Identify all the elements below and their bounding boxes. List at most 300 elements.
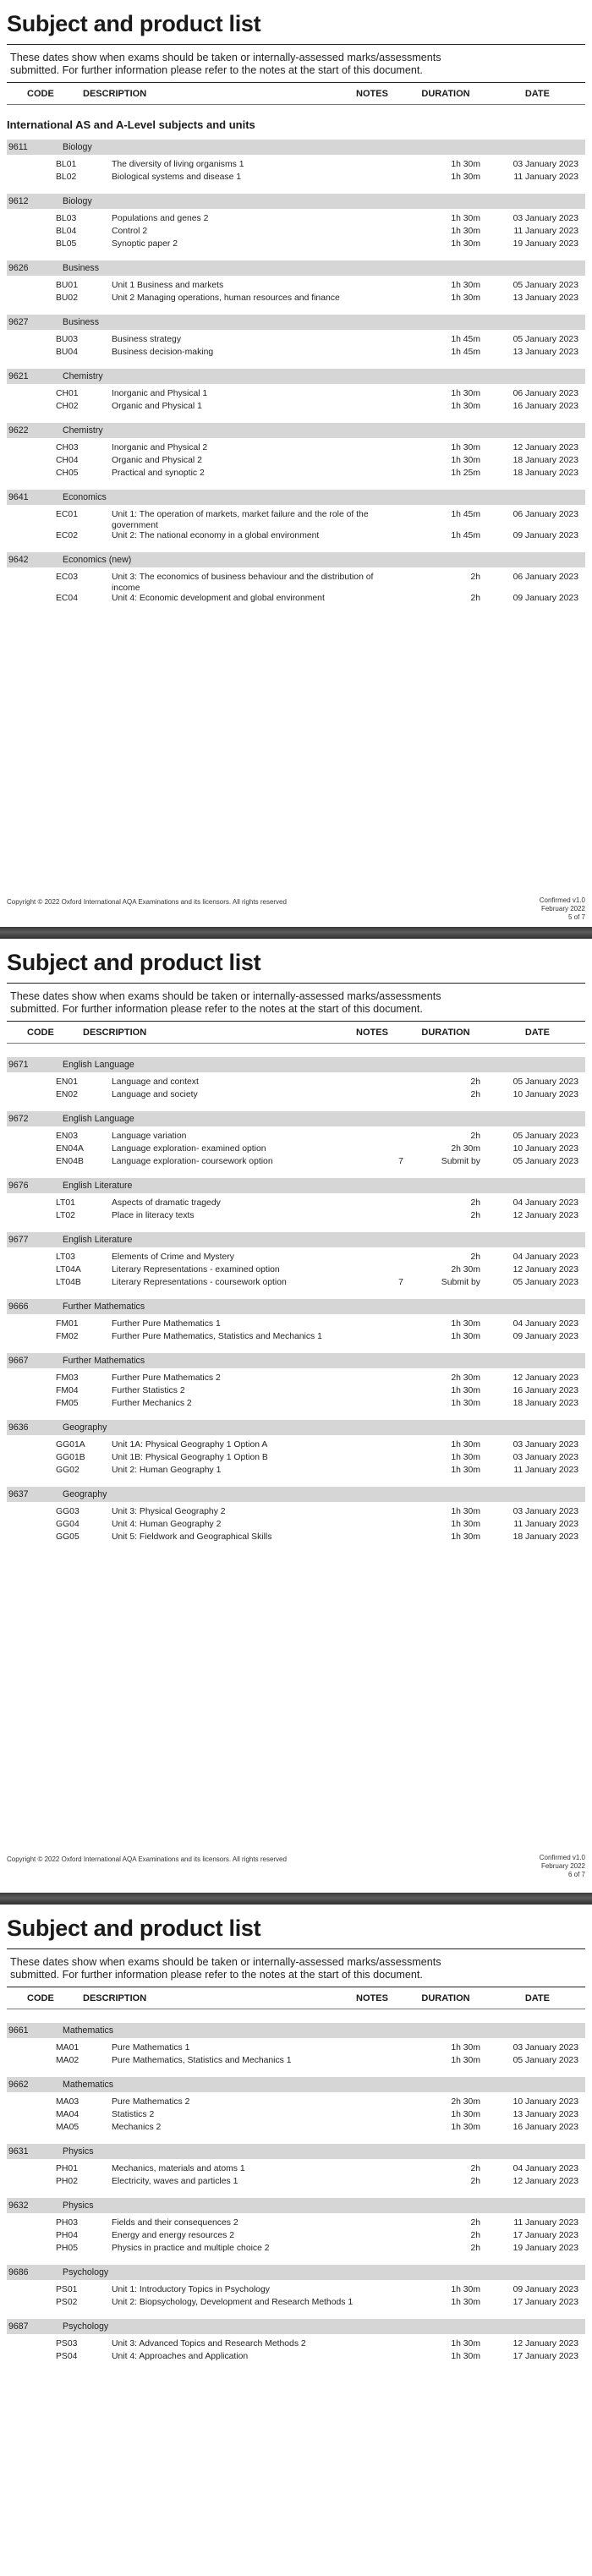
unit-description: Control 2 bbox=[112, 227, 148, 236]
unit-description: The diversity of living organisms 1 bbox=[112, 160, 244, 169]
subject-name: Further Mathematics bbox=[63, 1356, 145, 1366]
subject-name: Economics (new) bbox=[63, 555, 132, 565]
unit-code: BL04 bbox=[56, 227, 77, 236]
table-row bbox=[7, 389, 585, 402]
unit-description: Synoptic paper 2 bbox=[112, 239, 178, 249]
unit-notes: 7 bbox=[398, 1278, 403, 1287]
unit-code: BL05 bbox=[56, 239, 77, 249]
unit-date: 18 January 2023 bbox=[513, 1399, 578, 1408]
unit-date: 18 January 2023 bbox=[513, 1532, 578, 1542]
unit-description: Organic and Physical 1 bbox=[112, 402, 202, 411]
unit-description: Mechanics, materials and atoms 1 bbox=[112, 2164, 245, 2173]
unit-date: 13 January 2023 bbox=[513, 348, 578, 357]
unit-duration: 1h 30m bbox=[451, 1520, 480, 1529]
unit-date: 12 January 2023 bbox=[513, 1211, 578, 1220]
table-row bbox=[7, 1532, 585, 1545]
unit-date: 03 January 2023 bbox=[513, 160, 578, 169]
unit-date: 03 January 2023 bbox=[513, 1453, 578, 1462]
unit-duration: 1h 30m bbox=[451, 456, 480, 465]
unit-code: BU03 bbox=[56, 335, 78, 344]
table-row bbox=[7, 456, 585, 469]
unit-code: EN02 bbox=[56, 1090, 78, 1099]
subject-units bbox=[7, 330, 585, 365]
subject-code: 9637 bbox=[8, 1489, 29, 1499]
unit-duration: 1h 30m bbox=[451, 443, 480, 452]
unit-code: EC03 bbox=[56, 573, 78, 582]
subject-units bbox=[7, 2092, 585, 2140]
unit-date: 16 January 2023 bbox=[513, 402, 578, 411]
unit-date: 17 January 2023 bbox=[513, 2352, 578, 2361]
table-row bbox=[7, 1520, 585, 1532]
unit-duration: Submit by bbox=[441, 1278, 480, 1287]
unit-date: 12 January 2023 bbox=[513, 2339, 578, 2349]
table-row bbox=[7, 2110, 585, 2123]
unit-description: Populations and genes 2 bbox=[112, 214, 209, 223]
unit-duration: 1h 45m bbox=[451, 510, 480, 519]
unit-duration: 1h 30m bbox=[451, 293, 480, 303]
subject-code: 9662 bbox=[8, 2080, 29, 2090]
page-number: 5 of 7 bbox=[567, 913, 585, 921]
unit-duration: 2h 30m bbox=[451, 1144, 480, 1154]
unit-code: GG03 bbox=[56, 1507, 79, 1516]
column-header-date: DATE bbox=[524, 1027, 550, 1038]
page-1 bbox=[0, 0, 592, 927]
unit-date: 04 January 2023 bbox=[513, 2164, 578, 2173]
table-row bbox=[7, 1144, 585, 1157]
unit-duration: Submit by bbox=[441, 1157, 480, 1166]
unit-duration: 1h 45m bbox=[451, 531, 480, 540]
subject-code: 9636 bbox=[8, 1422, 29, 1433]
section-title: International AS and A-Level subjects and units bbox=[7, 118, 255, 131]
unit-duration: 2h bbox=[470, 1132, 480, 1141]
unit-description: Language exploration- coursework option bbox=[112, 1157, 273, 1166]
table-row bbox=[7, 1373, 585, 1386]
subject-name: Biology bbox=[63, 142, 92, 152]
subject-units bbox=[7, 1435, 585, 1483]
intro-text bbox=[7, 984, 585, 1021]
unit-date: 12 January 2023 bbox=[513, 1373, 578, 1383]
unit-duration: 1h 30m bbox=[451, 160, 480, 169]
subject-code: 9686 bbox=[8, 2267, 29, 2277]
subject-group-header bbox=[7, 423, 585, 438]
unit-description: Further Mechanics 2 bbox=[112, 1399, 192, 1408]
unit-notes: 7 bbox=[398, 1157, 403, 1166]
table-row bbox=[7, 1278, 585, 1291]
unit-code: BU02 bbox=[56, 293, 78, 303]
subject-units bbox=[7, 1126, 585, 1175]
unit-description: Inorganic and Physical 2 bbox=[112, 443, 208, 452]
subject-code: 9666 bbox=[8, 1302, 29, 1312]
unit-description: Mechanics 2 bbox=[112, 2123, 162, 2132]
table-row bbox=[7, 335, 585, 348]
subject-units bbox=[7, 567, 585, 611]
intro-text bbox=[7, 45, 585, 82]
unit-description: Unit 2 Managing operations, human resources and finance bbox=[112, 293, 340, 303]
subject-units bbox=[7, 1193, 585, 1229]
unit-code: MA04 bbox=[56, 2110, 79, 2119]
subject-group-header bbox=[7, 2198, 585, 2213]
intro-text bbox=[7, 1949, 585, 1987]
unit-date: 16 January 2023 bbox=[513, 1386, 578, 1395]
unit-date: 10 January 2023 bbox=[513, 1090, 578, 1099]
unit-description: Pure Mathematics, Statistics and Mechanics 1 bbox=[112, 2056, 292, 2065]
table-row bbox=[7, 1132, 585, 1144]
unit-code: MA05 bbox=[56, 2123, 79, 2132]
unit-code: FM05 bbox=[56, 1399, 79, 1408]
subject-name: Chemistry bbox=[63, 425, 103, 436]
table-row bbox=[7, 2056, 585, 2069]
page-3 bbox=[0, 1905, 592, 2576]
unit-description: Unit 1: The operation of markets, market failure and the role of the government bbox=[112, 510, 369, 530]
unit-description: Unit 3: Physical Geography 2 bbox=[112, 1507, 226, 1516]
table-row bbox=[7, 1157, 585, 1170]
unit-description: Statistics 2 bbox=[112, 2110, 155, 2119]
unit-code: PH02 bbox=[56, 2177, 78, 2186]
unit-duration: 1h 30m bbox=[451, 227, 480, 236]
table-row bbox=[7, 1386, 585, 1399]
table-row bbox=[7, 510, 585, 531]
unit-description: Business strategy bbox=[112, 335, 182, 344]
subject-code: 9627 bbox=[8, 317, 29, 327]
intro-line: submitted. For further information please refer to the notes at the start of this document. bbox=[10, 64, 423, 76]
table-row bbox=[7, 594, 585, 606]
subject-name: Biology bbox=[63, 196, 92, 206]
subject-name: Chemistry bbox=[63, 371, 103, 381]
unit-duration: 2h bbox=[470, 2177, 480, 2186]
subject-group-header bbox=[7, 194, 585, 209]
unit-duration: 2h bbox=[470, 2244, 480, 2253]
unit-description: Unit 2: Biopsychology, Development and Research Methods 1 bbox=[112, 2298, 354, 2307]
unit-code: CH01 bbox=[56, 389, 79, 398]
unit-description: Language and society bbox=[112, 1090, 198, 1099]
unit-description: Language and context bbox=[112, 1077, 199, 1087]
unit-date: 04 January 2023 bbox=[513, 1198, 578, 1208]
subject-code: 9641 bbox=[8, 492, 29, 502]
table-row bbox=[7, 2339, 585, 2352]
column-header-code: CODE bbox=[27, 1992, 54, 2003]
confirmed-version: Confirmed v1.0 bbox=[539, 896, 585, 904]
column-header-row bbox=[7, 1987, 585, 2009]
unit-date: 18 January 2023 bbox=[513, 456, 578, 465]
subject-name: Business bbox=[63, 263, 99, 273]
subject-units bbox=[7, 2213, 585, 2261]
unit-date: 03 January 2023 bbox=[513, 1440, 578, 1450]
column-header-code: CODE bbox=[27, 1027, 54, 1038]
unit-date: 05 January 2023 bbox=[513, 335, 578, 344]
column-header-description: DESCRIPTION bbox=[83, 1027, 147, 1038]
unit-code: CH04 bbox=[56, 456, 79, 465]
subject-group-header bbox=[7, 1111, 585, 1126]
subject-name: Economics bbox=[63, 492, 107, 502]
intro-line: submitted. For further information please refer to the notes at the start of this document. bbox=[10, 1003, 423, 1015]
subject-code: 9612 bbox=[8, 196, 29, 206]
subject-name: English Literature bbox=[63, 1181, 133, 1191]
unit-code: GG05 bbox=[56, 1532, 79, 1542]
unit-description: Further Statistics 2 bbox=[112, 1386, 185, 1395]
unit-duration: 1h 30m bbox=[451, 2043, 480, 2053]
unit-date: 03 January 2023 bbox=[513, 2043, 578, 2053]
unit-code: GG01B bbox=[56, 1453, 85, 1462]
subject-units bbox=[7, 438, 585, 486]
unit-code: GG04 bbox=[56, 1520, 79, 1529]
intro-line: These dates show when exams should be taken or internally-assessed marks/assessments bbox=[10, 990, 441, 1002]
unit-code: CH02 bbox=[56, 402, 79, 411]
subject-code: 9671 bbox=[8, 1060, 29, 1070]
unit-description: Further Pure Mathematics 2 bbox=[112, 1373, 221, 1383]
subject-name: Physics bbox=[63, 2201, 94, 2211]
unit-code: MA01 bbox=[56, 2043, 79, 2053]
column-header-row bbox=[7, 1022, 585, 1044]
unit-date: 06 January 2023 bbox=[513, 573, 578, 582]
unit-code: PH03 bbox=[56, 2218, 78, 2228]
unit-duration: 1h 30m bbox=[451, 1386, 480, 1395]
column-header-description: DESCRIPTION bbox=[83, 88, 147, 99]
unit-date: 11 January 2023 bbox=[513, 227, 578, 236]
subject-group-header bbox=[7, 2319, 585, 2334]
subject-code: 9622 bbox=[8, 425, 29, 436]
unit-date: 11 January 2023 bbox=[513, 1466, 578, 1475]
copyright-text: Copyright © 2022 Oxford International AQA Examinations and its licensors. All rights reserved bbox=[7, 1855, 287, 1863]
unit-description: Unit 1 Business and markets bbox=[112, 281, 224, 290]
unit-description: Energy and energy resources 2 bbox=[112, 2231, 234, 2240]
unit-description: Further Pure Mathematics 1 bbox=[112, 1319, 221, 1329]
unit-description: Language exploration- examined option bbox=[112, 1144, 266, 1154]
footer-date: February 2022 bbox=[540, 1862, 585, 1870]
unit-code: LT01 bbox=[56, 1198, 75, 1208]
unit-duration: 1h 30m bbox=[451, 1507, 480, 1516]
unit-duration: 1h 30m bbox=[451, 173, 480, 182]
unit-code: LT04A bbox=[56, 1265, 81, 1274]
unit-date: 05 January 2023 bbox=[513, 281, 578, 290]
subject-units bbox=[7, 384, 585, 419]
unit-date: 05 January 2023 bbox=[513, 2056, 578, 2065]
table-row bbox=[7, 1399, 585, 1411]
page-title: Subject and product list bbox=[7, 11, 261, 36]
subject-code: 9631 bbox=[8, 2146, 29, 2157]
unit-description: Aspects of dramatic tragedy bbox=[112, 1198, 221, 1208]
unit-duration: 1h 30m bbox=[451, 2285, 480, 2294]
unit-description: Inorganic and Physical 1 bbox=[112, 389, 208, 398]
intro-line: These dates show when exams should be taken or internally-assessed marks/assessments bbox=[10, 1956, 441, 1968]
subject-name: Business bbox=[63, 317, 99, 327]
unit-description: Unit 4: Economic development and global environment bbox=[112, 594, 325, 603]
unit-code: PS02 bbox=[56, 2298, 78, 2307]
page-footer bbox=[7, 1854, 585, 1879]
unit-date: 05 January 2023 bbox=[513, 1077, 578, 1087]
subject-code: 9642 bbox=[8, 555, 29, 565]
unit-duration: 1h 30m bbox=[451, 1453, 480, 1462]
unit-date: 17 January 2023 bbox=[513, 2231, 578, 2240]
unit-code: BL03 bbox=[56, 214, 77, 223]
unit-code: BL01 bbox=[56, 160, 77, 169]
unit-duration: 1h 30m bbox=[451, 1399, 480, 1408]
unit-date: 11 January 2023 bbox=[513, 2218, 578, 2228]
subject-code: 9677 bbox=[8, 1235, 29, 1245]
copyright-text: Copyright © 2022 Oxford International AQA Examinations and its licensors. All rights reserved bbox=[7, 898, 287, 906]
subject-group-header bbox=[7, 1353, 585, 1368]
subject-name: English Language bbox=[63, 1114, 134, 1124]
unit-date: 12 January 2023 bbox=[513, 2177, 578, 2186]
unit-date: 13 January 2023 bbox=[513, 293, 578, 303]
intro-line: submitted. For further information please refer to the notes at the start of this document. bbox=[10, 1969, 423, 1981]
table-row bbox=[7, 214, 585, 227]
unit-code: CH05 bbox=[56, 469, 79, 478]
unit-code: LT03 bbox=[56, 1252, 75, 1262]
unit-code: GG02 bbox=[56, 1466, 79, 1475]
unit-code: LT04B bbox=[56, 1278, 81, 1287]
unit-description: Pure Mathematics 1 bbox=[112, 2043, 190, 2053]
subject-group-header bbox=[7, 1232, 585, 1247]
subject-units bbox=[7, 2038, 585, 2074]
unit-duration: 2h bbox=[470, 1077, 480, 1087]
unit-date: 19 January 2023 bbox=[513, 2244, 578, 2253]
table-row bbox=[7, 1319, 585, 1332]
unit-date: 09 January 2023 bbox=[513, 1332, 578, 1341]
unit-description: Unit 1B: Physical Geography 1 Option B bbox=[112, 1453, 268, 1462]
unit-date: 18 January 2023 bbox=[513, 469, 578, 478]
unit-code: FM01 bbox=[56, 1319, 79, 1329]
table-row bbox=[7, 173, 585, 185]
unit-code: EC01 bbox=[56, 510, 78, 519]
subject-name: Geography bbox=[63, 1489, 107, 1499]
page-separator bbox=[0, 1893, 592, 1905]
table-row bbox=[7, 2218, 585, 2231]
unit-code: BU04 bbox=[56, 348, 78, 357]
unit-date: 09 January 2023 bbox=[513, 531, 578, 540]
table-row bbox=[7, 160, 585, 173]
subject-group-header bbox=[7, 1057, 585, 1072]
unit-duration: 1h 30m bbox=[451, 2123, 480, 2132]
table-row bbox=[7, 1077, 585, 1090]
intro-line: These dates show when exams should be taken or internally-assessed marks/assessments bbox=[10, 52, 441, 63]
unit-code: LT02 bbox=[56, 1211, 75, 1220]
page-title: Subject and product list bbox=[7, 1916, 261, 1941]
subject-code: 9672 bbox=[8, 1114, 29, 1124]
unit-date: 09 January 2023 bbox=[513, 594, 578, 603]
unit-code: BU01 bbox=[56, 281, 78, 290]
footer-date: February 2022 bbox=[540, 905, 585, 913]
subject-units bbox=[7, 505, 585, 549]
unit-date: 04 January 2023 bbox=[513, 1319, 578, 1329]
unit-duration: 1h 30m bbox=[451, 389, 480, 398]
subject-units bbox=[7, 155, 585, 190]
unit-duration: 1h 30m bbox=[451, 2352, 480, 2361]
subject-code: 9661 bbox=[8, 2025, 29, 2036]
page-separator bbox=[0, 927, 592, 939]
table-row bbox=[7, 1440, 585, 1453]
unit-description: Unit 2: The national economy in a global environment bbox=[112, 531, 320, 540]
unit-duration: 1h 45m bbox=[451, 335, 480, 344]
unit-date: 12 January 2023 bbox=[513, 1265, 578, 1274]
subject-units bbox=[7, 1502, 585, 1550]
unit-duration: 2h bbox=[470, 1198, 480, 1208]
column-header-notes: NOTES bbox=[356, 1027, 388, 1038]
unit-duration: 1h 30m bbox=[451, 239, 480, 249]
subject-group-header bbox=[7, 2265, 585, 2280]
column-header-duration: DURATION bbox=[421, 88, 470, 99]
unit-duration: 2h bbox=[470, 573, 480, 582]
subject-name: Geography bbox=[63, 1422, 107, 1433]
subject-group-header bbox=[7, 552, 585, 567]
page-title: Subject and product list bbox=[7, 950, 261, 975]
subject-units bbox=[7, 1247, 585, 1296]
unit-code: PH01 bbox=[56, 2164, 78, 2173]
unit-code: FM02 bbox=[56, 1332, 79, 1341]
unit-code: CH03 bbox=[56, 443, 79, 452]
unit-date: 12 January 2023 bbox=[513, 443, 578, 452]
subject-group-header bbox=[7, 1420, 585, 1435]
unit-date: 11 January 2023 bbox=[513, 1520, 578, 1529]
subject-code: 9632 bbox=[8, 2201, 29, 2211]
unit-date: 09 January 2023 bbox=[513, 2285, 578, 2294]
unit-code: EN04A bbox=[56, 1144, 84, 1154]
column-header-description: DESCRIPTION bbox=[83, 1992, 147, 2003]
unit-description: Unit 1: Introductory Topics in Psychology bbox=[112, 2285, 270, 2294]
unit-description: Unit 3: The economics of business behaviour and the distribution of income bbox=[112, 573, 374, 593]
column-header-duration: DURATION bbox=[421, 1992, 470, 2003]
unit-duration: 2h 30m bbox=[451, 1265, 480, 1274]
table-row bbox=[7, 2352, 585, 2365]
unit-code: PS01 bbox=[56, 2285, 78, 2294]
unit-duration: 1h 30m bbox=[451, 2110, 480, 2119]
table-row bbox=[7, 402, 585, 414]
unit-date: 19 January 2023 bbox=[513, 239, 578, 249]
subject-name: Mathematics bbox=[63, 2080, 114, 2090]
subject-group-header bbox=[7, 260, 585, 276]
subject-units bbox=[7, 276, 585, 311]
unit-description: Unit 3: Advanced Topics and Research Methods 2 bbox=[112, 2339, 306, 2349]
unit-date: 05 January 2023 bbox=[513, 1132, 578, 1141]
unit-description: Practical and synoptic 2 bbox=[112, 469, 205, 478]
page-footer bbox=[7, 896, 585, 922]
unit-duration: 1h 30m bbox=[451, 2298, 480, 2307]
subject-units bbox=[7, 209, 585, 257]
subject-code: 9687 bbox=[8, 2321, 29, 2332]
unit-duration: 1h 30m bbox=[451, 402, 480, 411]
subject-units bbox=[7, 1314, 585, 1350]
table-row bbox=[7, 1265, 585, 1278]
table-row bbox=[7, 2043, 585, 2056]
unit-date: 10 January 2023 bbox=[513, 1144, 578, 1154]
unit-code: MA02 bbox=[56, 2056, 79, 2065]
unit-duration: 2h 30m bbox=[451, 1373, 480, 1383]
table-row bbox=[7, 1332, 585, 1345]
unit-code: FM03 bbox=[56, 1373, 79, 1383]
unit-code: EC04 bbox=[56, 594, 78, 603]
column-header-date: DATE bbox=[524, 88, 550, 99]
unit-duration: 1h 30m bbox=[451, 214, 480, 223]
subject-code: 9626 bbox=[8, 263, 29, 273]
subject-name: Further Mathematics bbox=[63, 1302, 145, 1312]
unit-date: 05 January 2023 bbox=[513, 1278, 578, 1287]
unit-description: Literary Representations - coursework option bbox=[112, 1278, 287, 1287]
subject-name: Mathematics bbox=[63, 2025, 114, 2036]
unit-duration: 1h 30m bbox=[451, 1466, 480, 1475]
unit-duration: 1h 25m bbox=[451, 469, 480, 478]
unit-description: Unit 5: Fieldwork and Geographical Skills bbox=[112, 1532, 272, 1542]
unit-description: Pure Mathematics 2 bbox=[112, 2097, 190, 2107]
subject-code: 9676 bbox=[8, 1181, 29, 1191]
unit-code: EN03 bbox=[56, 1132, 78, 1141]
subject-group-header bbox=[7, 2077, 585, 2092]
unit-code: PS03 bbox=[56, 2339, 78, 2349]
unit-duration: 2h bbox=[470, 594, 480, 603]
unit-description: Physics in practice and multiple choice 2 bbox=[112, 2244, 270, 2253]
table-row bbox=[7, 1453, 585, 1466]
unit-duration: 1h 30m bbox=[451, 1332, 480, 1341]
subject-group-header bbox=[7, 1487, 585, 1502]
subject-group-header bbox=[7, 490, 585, 505]
